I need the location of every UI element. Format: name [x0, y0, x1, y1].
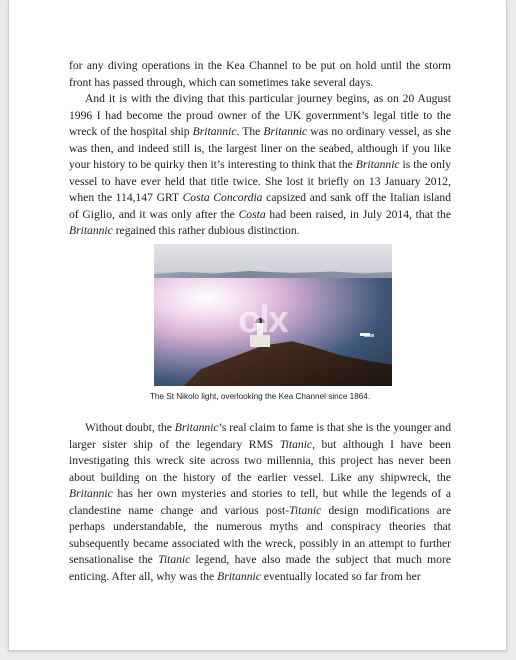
text-run: has her own mysteries and stories to tell, but while the legends of a clandestine name change and various post-	[69, 487, 451, 517]
ship-name: Titanic	[158, 553, 191, 566]
ship-name: Britannic	[192, 125, 237, 138]
photo-boat	[360, 333, 370, 336]
photo-caption: The St Nikolo light, overlooking the Kea Channel since 1864.	[149, 392, 371, 401]
ship-name: Britannic	[263, 125, 308, 138]
text-run: was no ordinary vessel, as she was then, and indeed still is, the largest liner on the seabed, although if you like your history to be quirky then it’s interesting to think that the	[69, 125, 451, 171]
ship-name: Costa Concordia	[182, 191, 263, 204]
text-run: had been raised, in July 2014, that the	[265, 207, 451, 221]
ship-name: Britannic	[217, 569, 261, 583]
text-run: design modifications are perhaps understandable, the numerous myths and conspiracy theories that subsequently became associated with the wreck, possibly in an attempt to further sensationalise the	[69, 503, 452, 566]
text-run: capsized and sank off the Italian island of Giglio, and it was only after the	[69, 191, 451, 221]
lighthouse-photo	[154, 244, 392, 386]
photo-sky	[154, 244, 392, 272]
watermark-logo: olx	[238, 299, 287, 341]
ship-name: Britannic	[69, 487, 113, 500]
paragraph-claim-to-fame	[69, 420, 451, 585]
text-block-bottom	[69, 420, 451, 585]
ship-name: Britannic	[69, 224, 113, 237]
text-run: And it is with the diving that this particular journey begins, as on 20 August 1996 I had become the proud owner of the UK government’s legal title to the wreck of the hospital ship	[69, 92, 451, 138]
text-run: eventually located so far from her	[260, 569, 421, 583]
ship-name: Costa	[238, 207, 266, 221]
ship-name: Titanic	[289, 503, 322, 517]
paragraph-1-text: for any diving operations in the Kea Channel to be put on hold until the storm front has passed through, which can sometimes take several days.	[69, 59, 451, 89]
text-run: is the only vessel to have ever held that title twice. She lost it briefly on 13 January 2012, when the 114,147 GRT	[69, 158, 451, 204]
ship-name: Britannic	[355, 158, 400, 171]
document-page	[8, 0, 507, 651]
text-run: regained this rather dubious distinction.	[112, 224, 300, 237]
text-block-top	[69, 58, 451, 240]
paragraph-continuation	[69, 58, 451, 91]
text-run: . The	[236, 125, 264, 138]
text-run: Without doubt, the	[85, 421, 175, 434]
paragraph-diving-journey	[69, 91, 451, 240]
text-run: ’s real claim to fame is that she is the younger and larger sister ship of the legendary RMS	[69, 421, 451, 451]
ship-name: Britannic	[174, 421, 219, 434]
text-run: legend, have also made the subject that much more enticing. After all, why was the	[69, 553, 451, 583]
text-run: , but although I have been investigating this wreck site across two millennia, this project has never been about building on the history of the earlier vessel. Like any shipwreck, the	[69, 437, 451, 484]
ship-name: Titanic	[279, 437, 313, 451]
